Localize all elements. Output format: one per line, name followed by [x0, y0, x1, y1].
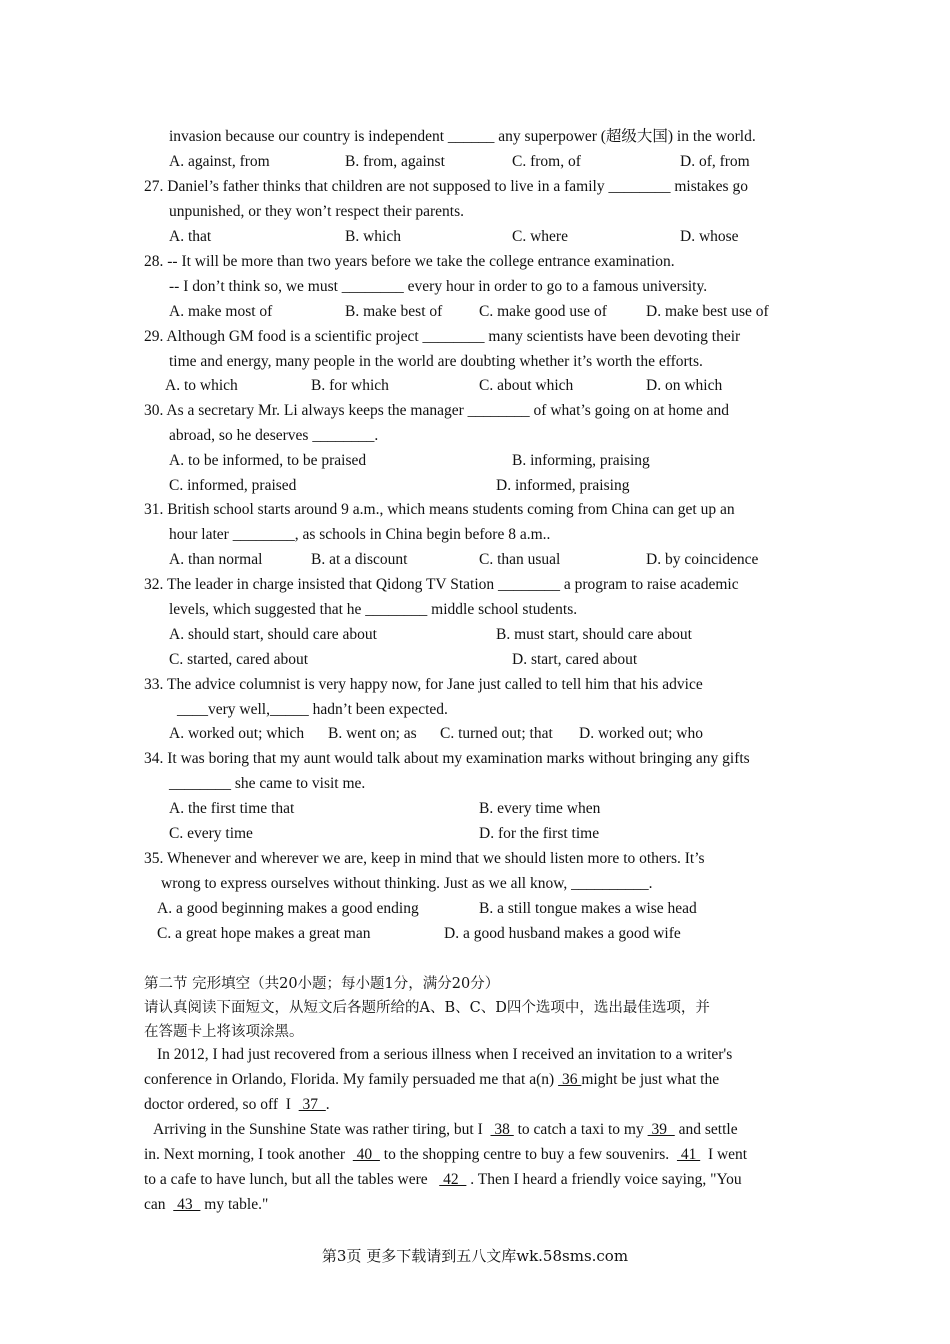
q27-option-d: D. whose [680, 228, 739, 245]
q26-option-b: B. from, against [345, 153, 445, 170]
q28-stem-cont: -- I don’t think so, we must ________ every hour in order to go to a famous university. [169, 278, 708, 295]
q29-stem: 29. Although GM food is a scientific project ________ many scientists have been devoting their [144, 328, 741, 345]
q33-option-d: D. worked out; who [579, 725, 703, 742]
q28-option-c: C. make good use of [479, 303, 607, 320]
blank-37: 37 [298, 1096, 326, 1113]
q27-option-c: C. where [512, 228, 568, 245]
q32-option-a: A. should start, should care about [169, 626, 377, 643]
passage-line: in. Next morning, I took another 40 to the shopping centre to buy a few souvenirs. 41 I went [144, 1146, 748, 1163]
q33-stem: 33. The advice columnist is very happy now, for Jane just called to tell him that his advice [144, 676, 703, 693]
q29-option-a: A. to which [165, 377, 238, 394]
q35-stem-cont: wrong to express ourselves without thinking. Just as we all know, __________. [161, 875, 653, 892]
q33-option-c: C. turned out; that [440, 725, 553, 742]
q26-option-c: C. from, of [512, 153, 581, 170]
q34-stem-cont: ________ she came to visit me. [169, 775, 366, 792]
q31-stem-cont: hour later ________, as schools in China begin before 8 a.m.. [169, 526, 551, 543]
q26-option-a: A. against, from [169, 153, 270, 170]
q32-option-b: B. must start, should care about [496, 626, 692, 643]
q33-option-a: A. worked out; which [169, 725, 305, 742]
q28-stem: 28. -- It will be more than two years before we take the college entrance examination. [144, 253, 675, 270]
q27-option-b: B. which [345, 228, 401, 245]
passage-line: conference in Orlando, Florida. My family persuaded me that a(n) 36 might be just what the [144, 1071, 720, 1088]
q35-option-a: A. a good beginning makes a good ending [157, 900, 419, 917]
q35-option-d: D. a good husband makes a good wife [444, 925, 681, 942]
q34-stem: 34. It was boring that my aunt would talk about my examination marks without bringing any gifts [144, 750, 750, 767]
q32-stem-cont: levels, which suggested that he ________ middle school students. [169, 601, 578, 618]
q31-option-a: A. than normal [169, 551, 263, 568]
q35-stem: 35. Whenever and wherever we are, keep in mind that we should listen more to others. It’s [144, 850, 705, 867]
q34-option-c: C. every time [169, 825, 253, 842]
q27-stem-cont: unpunished, or they won’t respect their parents. [169, 203, 464, 220]
q27-stem: 27. Daniel’s father thinks that children are not supposed to live in a family ________ mistakes go [144, 178, 748, 195]
q28-option-a: A. make most of [169, 303, 273, 320]
q34-option-a: A. the first time that [169, 800, 295, 817]
section-instructions: 请认真阅读下面短文，从短文后各题所给的A、B、C、D四个选项中，选出最佳选项，并 [144, 1000, 710, 1016]
blank-41: 41 [676, 1146, 701, 1163]
q32-option-c: C. started, cared about [169, 651, 309, 668]
blank-36: 36 [558, 1071, 582, 1088]
section-title: 第二节 完形填空（共20小题；每小题1分，满分20分） [144, 976, 500, 992]
q29-option-c: C. about which [479, 377, 574, 394]
q31-option-d: D. by coincidence [646, 551, 759, 568]
q31-option-c: C. than usual [479, 551, 561, 568]
blank-38: 38 [490, 1121, 514, 1138]
q30-option-c: C. informed, praised [169, 477, 297, 494]
q26-continuation: invasion because our country is independent ______ any superpower (超级大国) in the world. [169, 128, 756, 145]
blank-43: 43 [173, 1196, 201, 1213]
q30-option-b: B. informing, praising [512, 452, 650, 469]
q30-option-a: A. to be informed, to be praised [169, 452, 367, 469]
q34-option-d: D. for the first time [479, 825, 600, 842]
passage-line: can 43 my table." [144, 1196, 269, 1213]
q28-option-d: D. make best use of [646, 303, 769, 320]
blank-39: 39 [647, 1121, 675, 1138]
page-footer: 第3页 更多下载请到五八文库wk.58sms.com [321, 1247, 629, 1265]
q34-option-b: B. every time when [479, 800, 601, 817]
q35-option-b: B. a still tongue makes a wise head [479, 900, 697, 917]
q32-stem: 32. The leader in charge insisted that Qidong TV Station ________ a program to raise academic [144, 576, 739, 593]
q29-option-b: B. for which [311, 377, 389, 394]
q35-option-c: C. a great hope makes a great man [157, 925, 371, 942]
q33-stem-cont: ____very well,_____ hadn’t been expected. [177, 701, 448, 718]
passage-line: In 2012, I had just recovered from a serious illness when I received an invitation to a writer's [157, 1046, 733, 1063]
q30-stem: 30. As a secretary Mr. Li always keeps the manager ________ of what’s going on at home and [144, 402, 729, 419]
passage-line: Arriving in the Sunshine State was rather tiring, but I 38 to catch a taxi to my 39 and settle [153, 1121, 738, 1138]
blank-42: 42 [439, 1171, 467, 1188]
q28-option-b: B. make best of [345, 303, 443, 320]
q30-stem-cont: abroad, so he deserves ________. [169, 427, 379, 444]
q32-option-d: D. start, cared about [512, 651, 638, 668]
q33-option-b: B. went on; as [328, 725, 417, 742]
q31-stem: 31. British school starts around 9 a.m., which means students coming from China can get up an [144, 501, 735, 518]
passage-line: to a cafe to have lunch, but all the tables were 42 . Then I heard a friendly voice saying, "You [144, 1171, 742, 1188]
blank-40: 40 [352, 1146, 380, 1163]
passage-line: doctor ordered, so off I 37 . [144, 1096, 330, 1113]
q29-option-d: D. on which [646, 377, 723, 394]
q29-stem-cont: time and energy, many people in the world are doubting whether it’s worth the efforts. [169, 353, 703, 370]
q26-option-d: D. of, from [680, 153, 750, 170]
section-instructions-cont: 在答题卡上将该项涂黑。 [144, 1024, 304, 1040]
q27-option-a: A. that [169, 228, 212, 245]
q31-option-b: B. at a discount [311, 551, 408, 568]
q30-option-d: D. informed, praising [496, 477, 630, 494]
